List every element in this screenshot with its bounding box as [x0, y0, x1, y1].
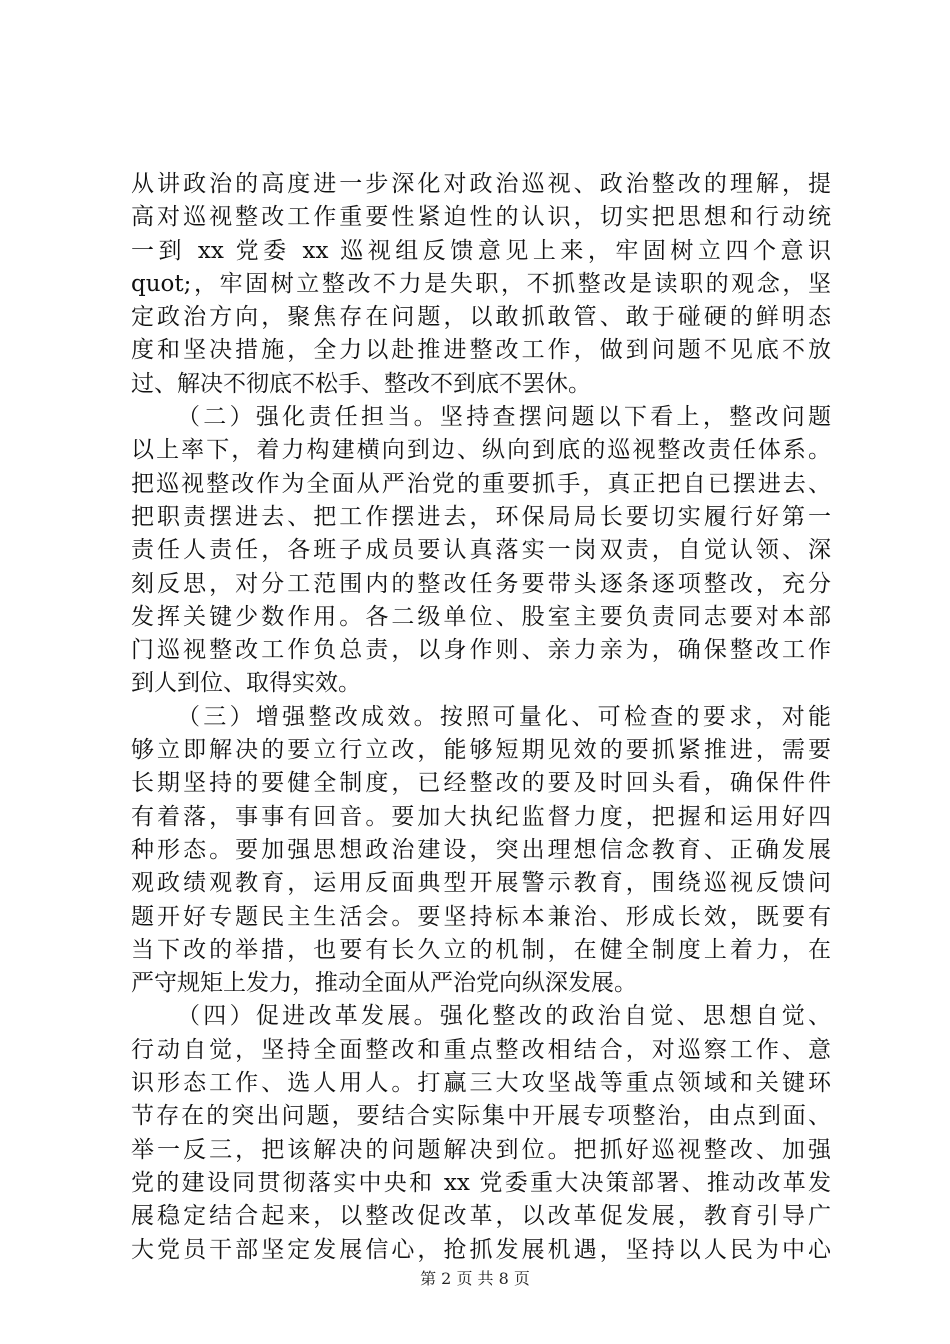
text-line: 高对巡视整改工作重要性紧迫性的认识，切实把思想和行动统 [131, 204, 831, 231]
text-line: 以上率下，着力构建横向到边、纵向到底的巡视整改责任体系。 [131, 437, 831, 464]
page-footer: 第 2 页 共 8 页 [420, 1269, 530, 1288]
text-line: 观政绩观教育，运用反面典型开展警示教育，围绕巡视反馈问 [131, 870, 831, 897]
text-line: 严守规矩上发力，推动全面从严治党向纵深发展。 [131, 970, 637, 997]
text-line: 长期坚持的要健全制度，已经整改的要及时回头看，确保件件 [131, 770, 831, 797]
text-line: 定政治方向，聚焦存在问题，以敢抓敢管、敢于碰硬的鲜明态 [131, 304, 831, 331]
text-line: 门巡视整改工作负总责，以身作则、亲力亲为，确保整改工作 [131, 637, 831, 664]
text-line: 过、解决不彻底不松手、整改不到底不罢休。 [131, 370, 591, 397]
text-line: quot;，牢固树立整改不力是失职，不抓整改是读职的观念，坚 [131, 270, 831, 297]
text-line: 够立即解决的要立行立改，能够短期见效的要抓紧推进，需要 [131, 737, 831, 764]
text-line: 把职责摆进去、把工作摆进去，环保局局长要切实履行好第一 [131, 503, 831, 530]
text-line: 节存在的突出问题，要结合实际集中开展专项整治，由点到面、 [131, 1103, 831, 1130]
text-line: 识形态工作、选人用人。打赢三大攻坚战等重点领域和关键环 [131, 1070, 831, 1097]
text-line: 一到 xx 党委 xx 巡视组反馈意见上来，牢固树立四个意识 [131, 237, 831, 264]
text-line: 有着落，事事有回音。要加大执纪监督力度，把握和运用好四 [131, 803, 831, 830]
text-line: （四）促进改革发展。强化整改的政治自觉、思想自觉、 [177, 1003, 831, 1030]
text-line: 题开好专题民主生活会。要坚持标本兼治、形成长效，既要有 [131, 903, 831, 930]
text-line: 把巡视整改作为全面从严治党的重要抓手，真正把自已摆进去、 [131, 470, 831, 497]
text-line: 从讲政治的高度进一步深化对政治巡视、政治整改的理解，提 [131, 171, 831, 197]
text-line: 大党员干部坚定发展信心，抢抓发展机遇，坚持以人民为中心 [131, 1236, 831, 1263]
text-line: 展稳定结合起来，以整改促改革，以改革促发展，教育引导广 [131, 1203, 831, 1230]
text-line: 刻反思，对分工范围内的整改任务要带头逐条逐项整改，充分 [131, 570, 831, 597]
text-line: 发挥关键少数作用。各二级单位、股室主要负责同志要对本部 [131, 603, 831, 630]
text-line: 责任人责任，各班子成员要认真落实一岗双责，自觉认领、深 [131, 537, 831, 564]
text-line: 举一反三，把该解决的问题解决到位。把抓好巡视整改、加强 [131, 1136, 831, 1163]
text-line: （三）增强整改成效。按照可量化、可检查的要求，对能 [177, 703, 831, 730]
text-line: 度和坚决措施，全力以赴推进整改工作，做到问题不见底不放 [131, 337, 831, 364]
text-line: 到人到位、取得实效。 [131, 670, 361, 697]
text-line: 当下改的举措，也要有长久立的机制，在健全制度上着力，在 [131, 936, 831, 963]
text-line: 党的建设同贯彻落实中央和 xx 党委重大决策部署、推动改革发 [131, 1169, 831, 1196]
text-line: 行动自觉，坚持全面整改和重点整改相结合，对巡察工作、意 [131, 1036, 831, 1063]
text-line: 种形态。要加强思想政治建设，突出理想信念教育、正确发展 [131, 836, 831, 863]
document-body [131, 168, 831, 1267]
text-line: （二）强化责任担当。坚持查摆问题以下看上，整改问题 [177, 404, 831, 431]
